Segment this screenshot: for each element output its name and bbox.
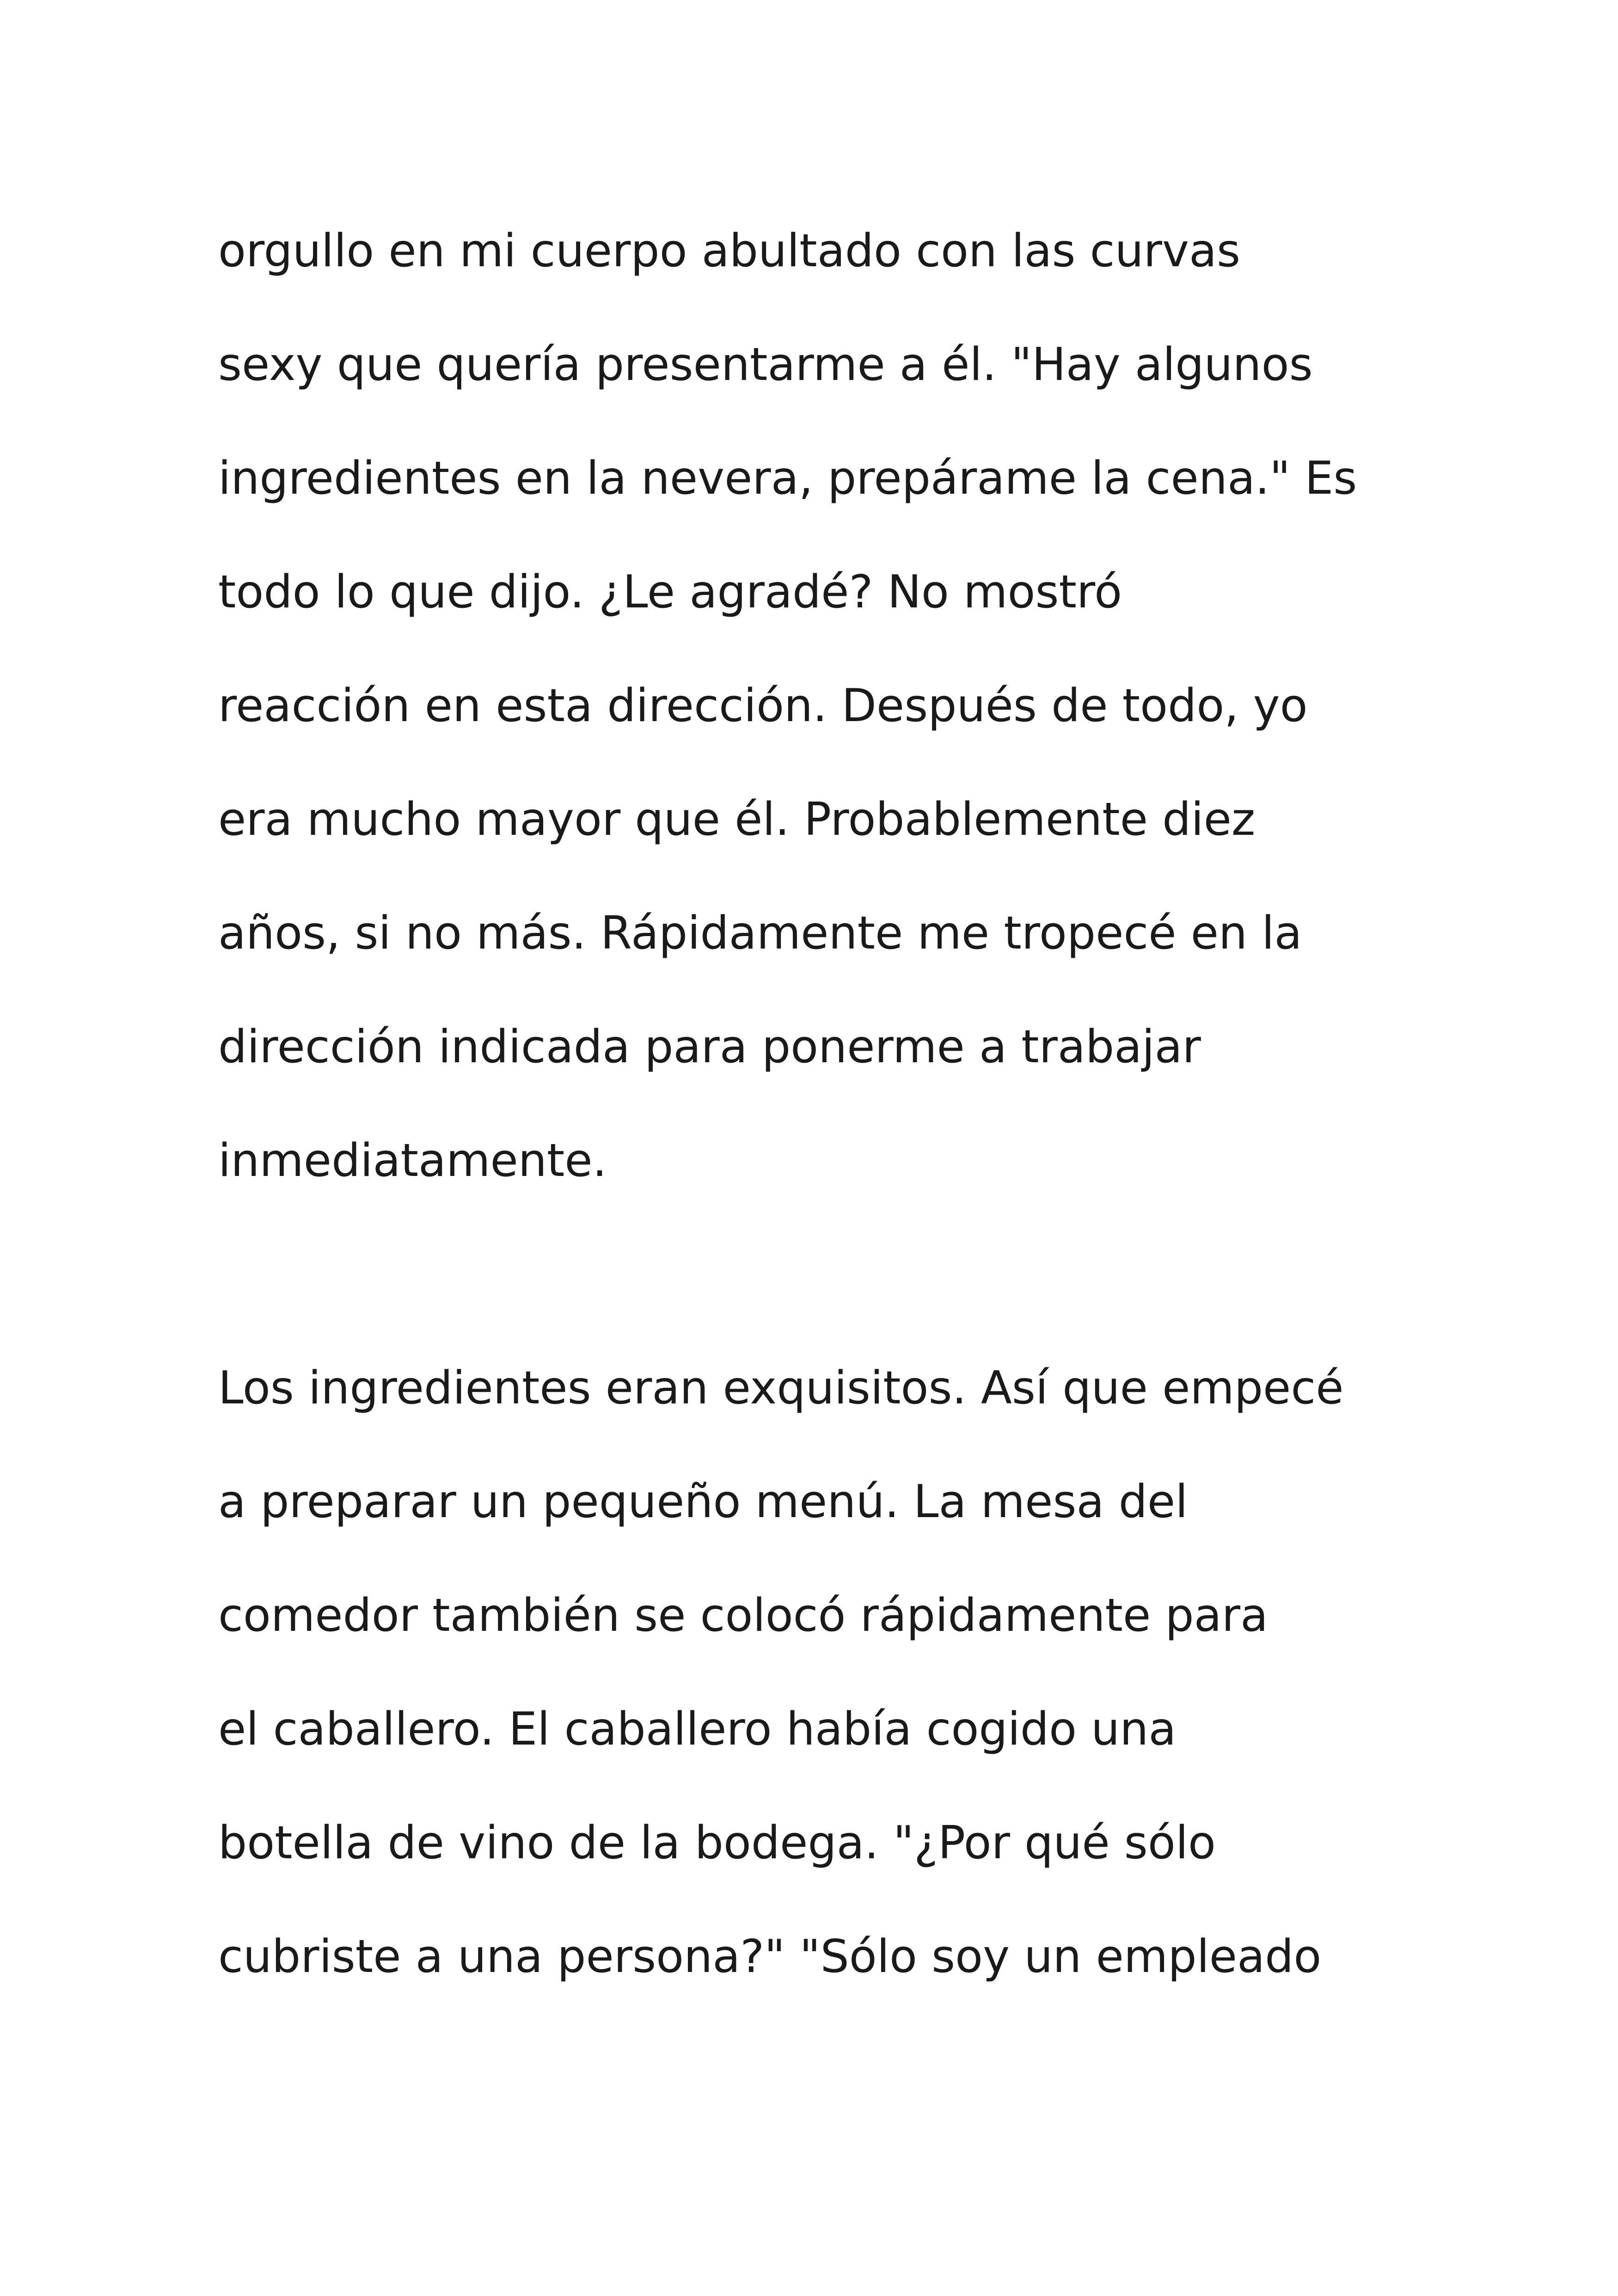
- text-line: era mucho mayor que él. Probablemente diez: [218, 793, 1256, 846]
- paragraph-1: [218, 194, 1466, 1218]
- text-line: comedor también se colocó rápidamente para: [218, 1589, 1269, 1642]
- text-line: a preparar un pequeño menú. La mesa del: [218, 1476, 1188, 1528]
- text-line: sexy que quería presentarme a él. "Hay algunos: [218, 338, 1313, 391]
- text-line: años, si no más. Rápidamente me tropecé en la: [218, 907, 1302, 960]
- text-line: dirección indicada para ponerme a trabajar: [218, 1021, 1201, 1073]
- text-line: orgullo en mi cuerpo abultado con las curvas: [218, 225, 1241, 277]
- text-line: reacción en esta dirección. Después de todo, yo: [218, 680, 1308, 732]
- text-line: ingredientes en la nevera, prepárame la cena." Es: [218, 452, 1357, 505]
- text-line: inmediatamente.: [218, 1134, 607, 1187]
- text-line: el caballero. El caballero había cogido una: [218, 1703, 1177, 1756]
- paragraph-2: [218, 1331, 1466, 2014]
- text-line: todo lo que dijo. ¿Le agradé? No mostró: [218, 566, 1122, 618]
- text-line: Los ingredientes eran exquisitos. Así que empecé: [218, 1362, 1344, 1414]
- text-line: botella de vino de la bodega. "¿Por qué sólo: [218, 1817, 1216, 1869]
- text-line: cubriste a una persona?" "Sólo soy un empleado: [218, 1930, 1322, 1983]
